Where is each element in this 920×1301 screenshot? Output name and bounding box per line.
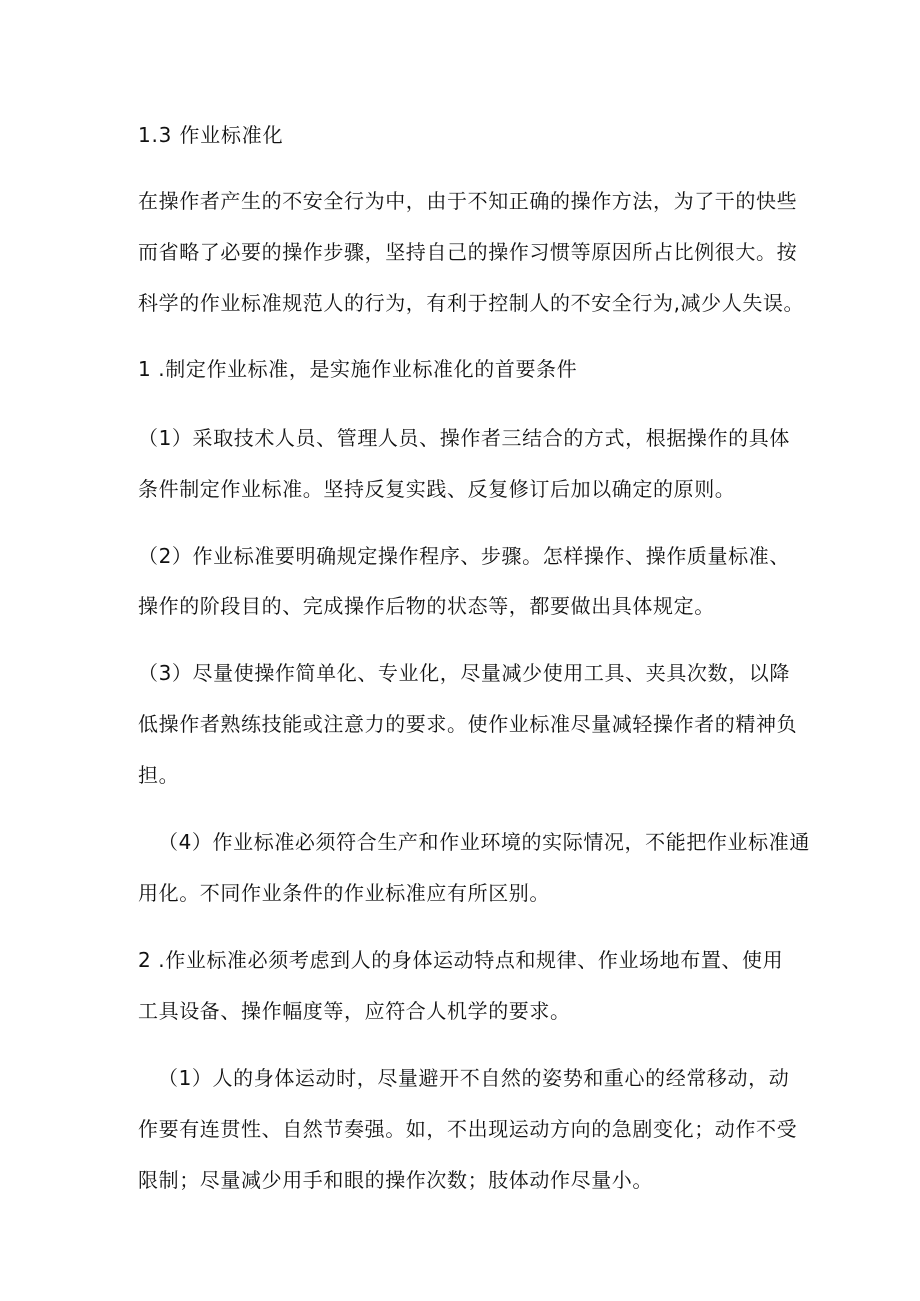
item1-2-line-2: 操作的阶段目的、完成操作后物的状态等，都要做出具体规定。	[138, 594, 715, 618]
item1-3-line-3: 担。	[138, 763, 180, 787]
item1-2-line-1: （2）作业标准要明确规定操作程序、步骤。怎样操作、操作质量标准、	[138, 544, 790, 568]
section2-title-line-2: 工具设备、操作幅度等，应符合人机学的要求。	[138, 999, 571, 1023]
section1-title: 1 .制定作业标准，是实施作业标准化的首要条件	[138, 357, 578, 381]
item1-1-line-2: 条件制定作业标准。坚持反复实践、反复修订后加以确定的原则。	[138, 477, 736, 501]
item1-4-line-1: （4）作业标准必须符合生产和作业环境的实际情况，不能把作业标准通	[158, 830, 810, 854]
intro-line-3: 科学的作业标准规范人的行为，有利于控制人的不安全行为,减少人失误。	[138, 291, 805, 315]
intro-line-2: 而省略了必要的操作步骤，坚持自己的操作习惯等原因所占比例很大。按	[138, 240, 798, 264]
item1-3-line-2: 低操作者熟练技能或注意力的要求。使作业标准尽量减轻操作者的精神负	[138, 712, 798, 736]
item2-1-line-3: 限制；尽量减少用手和眼的操作次数；肢体动作尽量小。	[138, 1168, 653, 1192]
item1-3-line-1: （3）尽量使操作简单化、专业化，尽量减少使用工具、夹具次数，以降	[138, 661, 790, 685]
item2-1-line-1: （1）人的身体运动时，尽量避开不自然的姿势和重心的经常移动，动	[158, 1066, 790, 1090]
intro-line-1: 在操作者产生的不安全行为中，由于不知正确的操作方法，为了干的快些	[138, 189, 798, 213]
section-heading: 1.3 作业标准化	[138, 123, 284, 147]
section2-title-line-1: 2 .作业标准必须考虑到人的身体运动特点和规律、作业场地布置、使用	[138, 948, 784, 972]
item1-4-line-2: 用化。不同作业条件的作业标准应有所区别。	[138, 881, 550, 905]
item1-1-line-1: （1）采取技术人员、管理人员、操作者三结合的方式，根据操作的具体	[138, 426, 790, 450]
item2-1-line-2: 作要有连贯性、自然节奏强。如，不出现运动方向的急剧变化；动作不受	[138, 1117, 798, 1141]
